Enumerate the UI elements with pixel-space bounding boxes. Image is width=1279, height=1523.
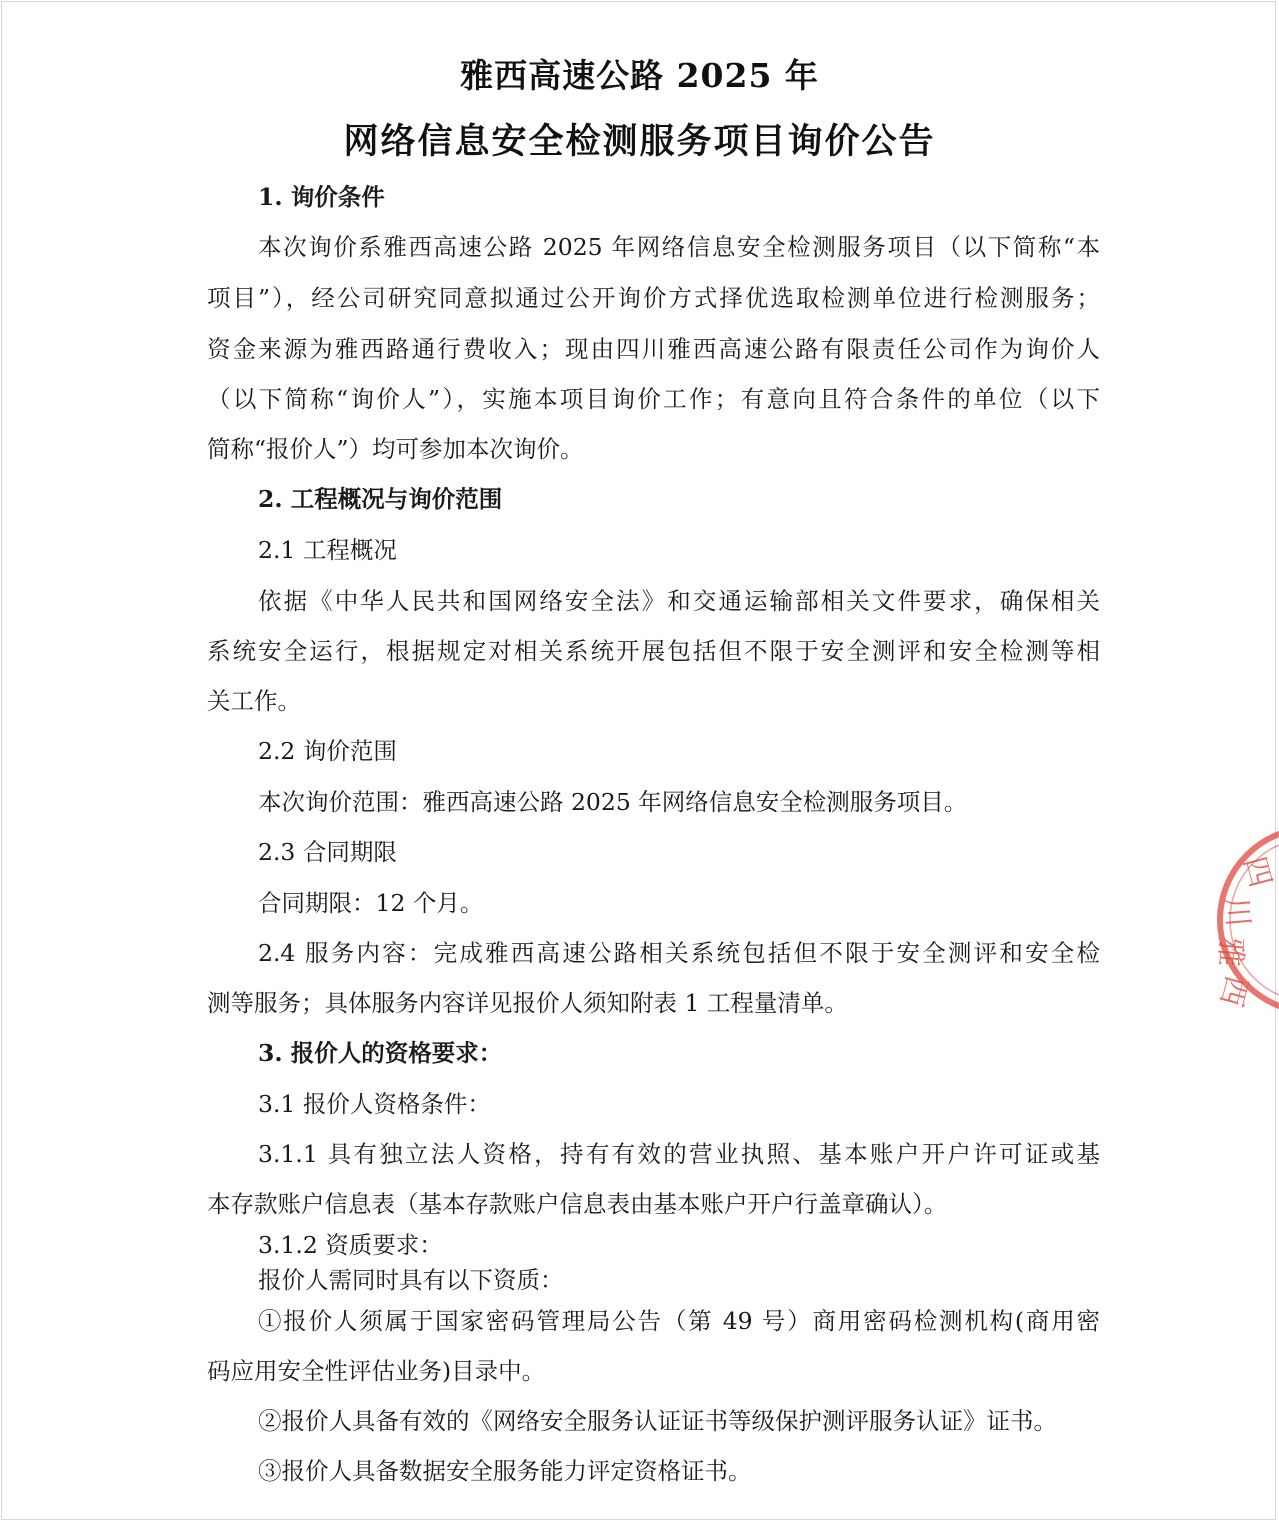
subsection-heading: 2.3 合同期限 <box>258 838 397 866</box>
seal-text-char: 雅 <box>1211 935 1249 969</box>
paragraph-line: 测等服务；具体服务内容详见报价人须知附表 1 工程量清单。 <box>207 989 848 1017</box>
list-item: ①报价人须属于国家密码管理局公告（第 49 号）商用密码检测机构(商用密 <box>258 1307 1100 1335</box>
seal-text-char: 西 <box>1212 971 1255 1010</box>
paragraph-line: 2.4 服务内容：完成雅西高速公路相关系统包括但不限于安全测评和安全检 <box>258 939 1100 967</box>
document-title-line-1: 雅西高速公路 2025 年 <box>460 56 819 95</box>
subsection-heading: 3.1 报价人资格条件： <box>258 1090 491 1118</box>
paragraph-line: 本次询价系雅西高速公路 2025 年网络信息安全检测服务项目（以下简称“本 <box>258 233 1100 261</box>
paragraph-line: 本次询价范围：雅西高速公路 2025 年网络信息安全检测服务项目。 <box>258 788 968 816</box>
section-heading-2: 2. 工程概况与询价范围 <box>258 485 503 513</box>
section-heading-1: 1. 询价条件 <box>258 183 385 211</box>
subsection-heading: 3.1.2 资质要求： <box>258 1231 443 1259</box>
paragraph-line: 本存款账户信息表（基本存款账户信息表由基本账户开户行盖章确认）。 <box>207 1190 948 1218</box>
list-item: ②报价人具备有效的《网络安全服务认证证书等级保护测评服务认证》证书。 <box>258 1407 1057 1435</box>
document-title-line-2: 网络信息安全检测服务项目询价公告 <box>343 121 936 162</box>
paragraph-line: 3.1.1 具有独立法人资格，持有有效的营业执照、基本账户开户许可证或基 <box>258 1140 1100 1168</box>
list-item: ③报价人具备数据安全服务能力评定资格证书。 <box>258 1457 752 1485</box>
paragraph-line: （以下简称“询价人”），实施本项目询价工作；有意向且符合条件的单位（以下 <box>207 385 1100 413</box>
paragraph-line: 系统安全运行，根据规定对相关系统开展包括但不限于安全测评和安全检测等相 <box>207 637 1100 665</box>
seal-text-char: 四 <box>1236 853 1278 892</box>
subsection-heading: 2.1 工程概况 <box>258 536 397 564</box>
list-item-continuation: 码应用安全性评估业务)目录中。 <box>207 1357 546 1385</box>
paragraph-line: 依据《中华人民共和国网络安全法》和交通运输部相关文件要求，确保相关 <box>258 587 1100 615</box>
company-seal-stamp <box>1212 820 1279 1020</box>
seal-text-char: 川 <box>1218 895 1256 929</box>
section-heading-3: 3. 报价人的资格要求： <box>258 1039 503 1067</box>
paragraph-line: 报价人需同时具有以下资质： <box>258 1266 564 1294</box>
paragraph-line: 项目”），经公司研究同意拟通过公开询价方式择优选取检测单位进行检测服务； <box>207 284 1100 312</box>
paragraph-line: 资金来源为雅西路通行费收入；现由四川雅西高速公路有限责任公司作为询价人 <box>207 335 1100 363</box>
subsection-heading: 2.2 询价范围 <box>258 737 397 765</box>
paragraph-line: 合同期限：12 个月。 <box>258 889 484 917</box>
paragraph-line: 关工作。 <box>207 687 301 715</box>
paragraph-line: 简称“报价人”）均可参加本次询价。 <box>207 435 584 463</box>
